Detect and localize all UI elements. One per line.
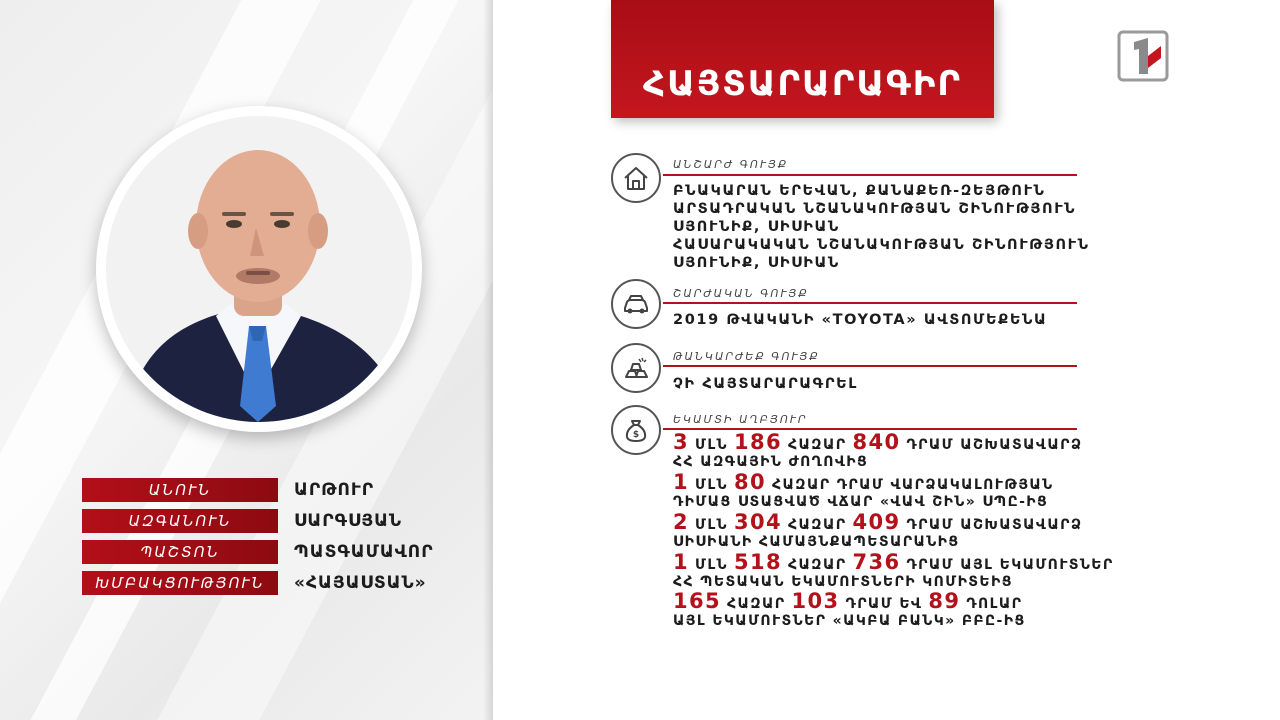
income-unit: ՄԼՆ — [695, 517, 728, 533]
panel-edge-shadow — [483, 0, 493, 720]
income-number: 186 — [733, 430, 782, 454]
income-source-line: ՀՀ ԱԶԳԱՅԻՆ ԺՈՂՈՎԻՑ — [673, 454, 869, 470]
info-label-name: ԱՆՈՒՆ — [82, 478, 278, 502]
page-title: ՀԱՅՏԱՐԱՐԱԳԻՐ — [642, 64, 963, 104]
channel-logo-icon — [1117, 30, 1169, 82]
info-label-position: ՊԱՇՏՈՆ — [82, 540, 278, 564]
income-number: 1 — [673, 550, 690, 574]
income-unit: ՀԱԶԱՐ ԴՐԱՄ ՎԱՐՁԱԿԱԼՈՒԹՅԱՆ — [771, 477, 1054, 493]
portrait-frame — [96, 106, 422, 432]
gold-bars-icon — [611, 343, 661, 393]
section-label-income: ԵԿԱՄՏԻ ԱՂԲՅՈՒՐ — [673, 413, 808, 426]
income-number: 409 — [852, 510, 901, 534]
income-source-line: ՍԻՍԻԱՆԻ ՀԱՄԱՅՆՔԱՊԵՏԱՐԱՆԻՑ — [673, 534, 960, 550]
income-unit: ՄԼՆ — [695, 557, 728, 573]
income-source-line: ԱՅԼ ԵԿԱՄՈՒՏՆԵՐ «ԱԿԲԱ ԲԱՆԿ» ԲԲԸ-ԻՑ — [673, 613, 1026, 629]
valuables-line: ՉԻ ՀԱՅՏԱՐԱՐԱԳՐԵԼ — [673, 376, 858, 392]
income-number: 80 — [733, 470, 766, 494]
income-amount-line — [673, 589, 1022, 613]
info-value-position: ՊԱՏԳԱՄԱՎՈՐ — [294, 542, 434, 562]
income-number: 3 — [673, 430, 690, 454]
left-panel — [0, 0, 493, 720]
income-amount-line — [673, 510, 1082, 534]
income-unit: ԴՐԱՄ ԱՇԽԱՏԱՎԱՐՁ — [906, 437, 1083, 453]
section-label-valuables: ԹԱՆԿԱՐԺԵՔ ԳՈՒՅՔ — [673, 350, 820, 363]
income-unit: ԴՐԱՄ ԵՎ — [845, 596, 923, 612]
income-unit: ՀԱԶԱՐ — [788, 557, 847, 573]
income-number: 736 — [852, 550, 901, 574]
real-estate-line: ՀԱՍԱՐԱԿԱԿԱՆ ՆՇԱՆԱԿՈՒԹՅԱՆ ՇԻՆՈՒԹՅՈՒՆ — [673, 237, 1090, 253]
income-unit: ԴՐԱՄ ԱՅԼ ԵԿԱՄՈՒՏՆԵՐ — [906, 557, 1114, 573]
income-number: 1 — [673, 470, 690, 494]
info-label-surname: ԱԶԳԱՆՈՒՆ — [82, 509, 278, 533]
income-number: 89 — [928, 589, 961, 613]
income-unit: ՄԼՆ — [695, 477, 728, 493]
income-unit: ՀԱԶԱՐ — [788, 517, 847, 533]
section-divider — [663, 365, 1077, 367]
person-portrait-illustration — [106, 116, 412, 422]
portrait-photo — [106, 116, 412, 422]
money-bag-icon — [611, 405, 661, 455]
real-estate-line: ԱՐՏԱԴՐԱԿԱՆ ՆՇԱՆԱԿՈՒԹՅԱՆ ՇԻՆՈՒԹՅՈՒՆ — [673, 201, 1077, 217]
info-value-surname: ՍԱՐԳՍՅԱՆ — [294, 511, 403, 531]
income-source-line: ՀՀ ՊԵՏԱԿԱՆ ԵԿԱՄՈՒՏՆԵՐԻ ԿՈՄԻՏԵԻՑ — [673, 574, 1013, 590]
car-icon — [611, 279, 661, 329]
section-label-real-estate: ԱՆՇԱՐԺ ԳՈՒՅՔ — [673, 158, 789, 171]
real-estate-line: ԲՆԱԿԱՐԱՆ ԵՐԵՎԱՆ, ՔԱՆԱՔԵՌ-ԶԵՅԹՈՒՆ — [673, 183, 1046, 199]
real-estate-line: ՍՅՈՒՆԻՔ, ՍԻՍԻԱՆ — [673, 219, 840, 235]
movable-line: 2019 ԹՎԱԿԱՆԻ «TOYOTA» ԱՎՏՈՄԵՔԵՆԱ — [673, 312, 1048, 328]
svg-text:$: $ — [632, 430, 640, 440]
house-icon — [611, 153, 661, 203]
info-label-faction: ԽՄԲԱԿՑՈՒԹՅՈՒՆ — [82, 571, 278, 595]
income-number: 165 — [673, 589, 722, 613]
income-source-line: ԴԻՄԱՑ ՍՏԱՑՎԱԾ ՎՃԱՐ «ՎԱՎ ՇԻՆ» ՍՊԸ-ԻՑ — [673, 494, 1049, 510]
income-number: 2 — [673, 510, 690, 534]
income-number: 103 — [791, 589, 840, 613]
real-estate-line: ՍՅՈՒՆԻՔ, ՍԻՍԻԱՆ — [673, 255, 840, 271]
income-amount-line — [673, 430, 1082, 454]
section-label-movable: ՇԱՐԺԱԿԱՆ ԳՈՒՅՔ — [673, 287, 809, 300]
info-value-name: ԱՐԹՈՒՐ — [294, 480, 375, 500]
income-number: 304 — [733, 510, 782, 534]
income-amount-line — [673, 550, 1114, 574]
section-divider — [663, 174, 1077, 176]
income-number: 518 — [733, 550, 782, 574]
income-unit: ԴՐԱՄ ԱՇԽԱՏԱՎԱՐՁ — [906, 517, 1083, 533]
title-banner — [611, 0, 994, 118]
income-unit: ՄԼՆ — [695, 437, 728, 453]
income-number: 840 — [852, 430, 901, 454]
info-value-faction: «ՀԱՅԱՍՏԱՆ» — [294, 573, 427, 593]
income-unit: ԴՈԼԱՐ — [966, 596, 1023, 612]
income-unit: ՀԱԶԱՐ — [788, 437, 847, 453]
section-divider — [663, 302, 1077, 304]
income-amount-line — [673, 470, 1054, 494]
income-unit: ՀԱԶԱՐ — [727, 596, 786, 612]
